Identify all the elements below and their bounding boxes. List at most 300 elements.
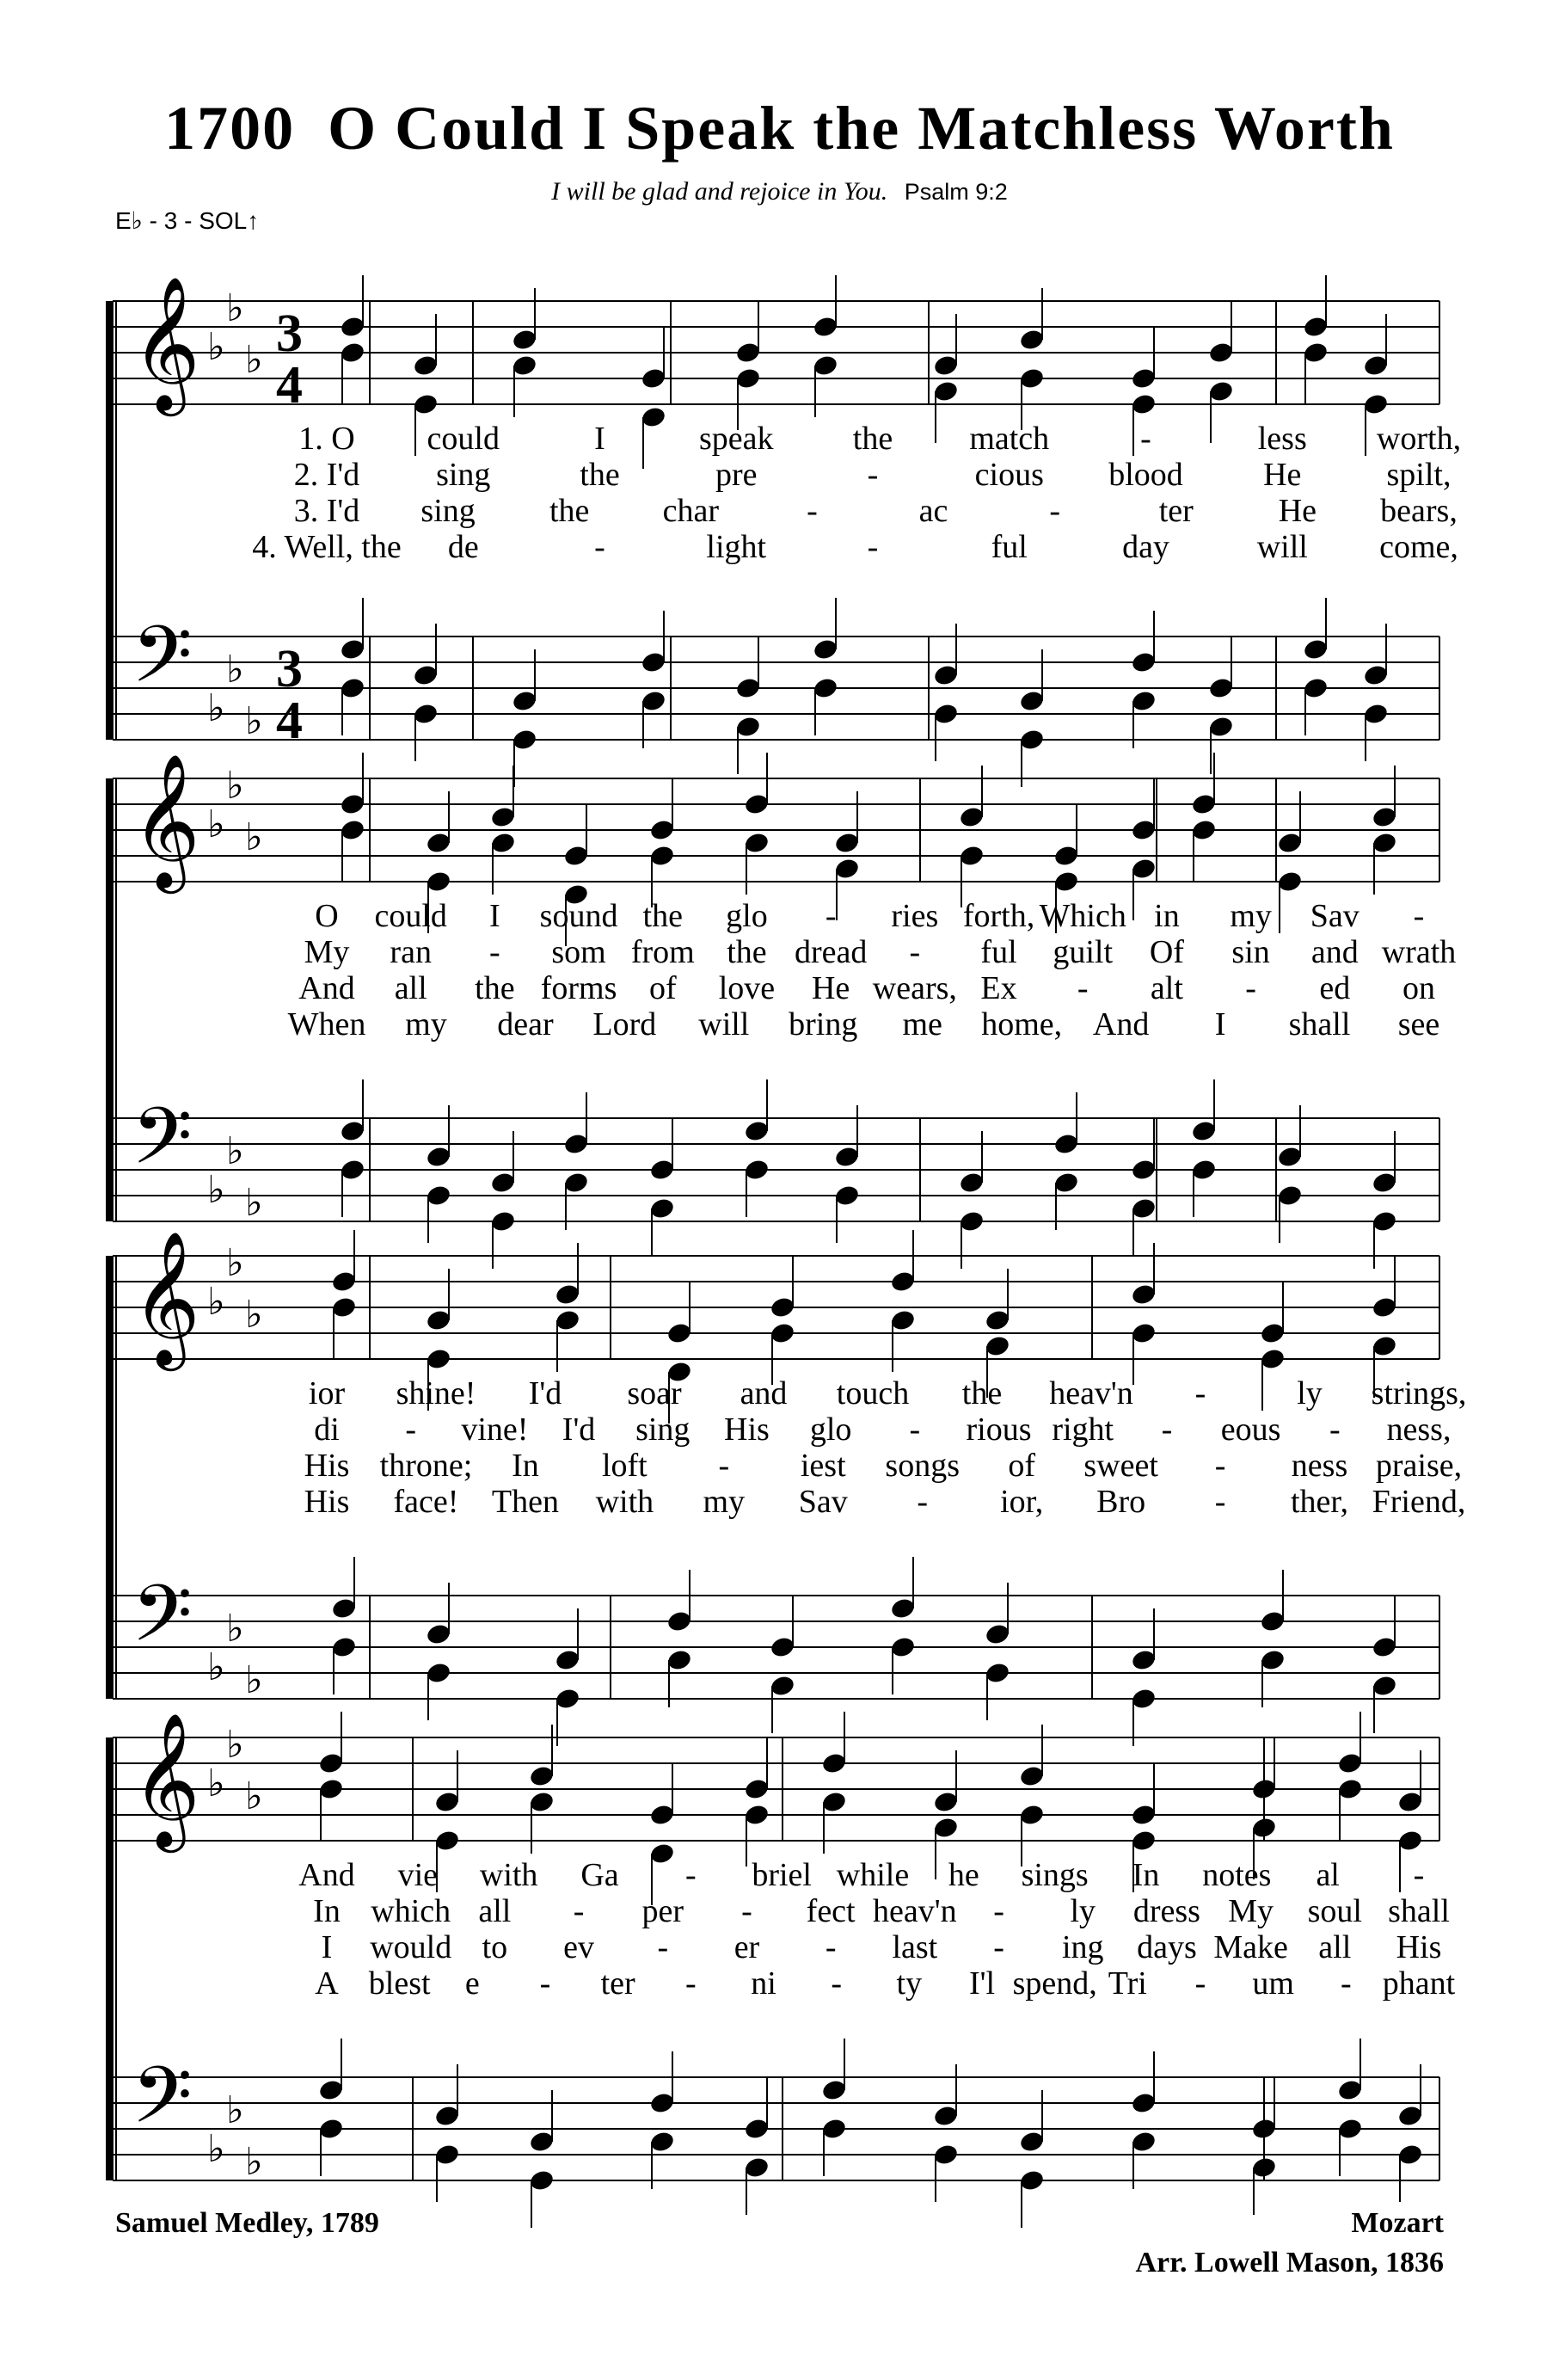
- lyric-syllable: ter: [1158, 493, 1194, 529]
- lyric-syllable: Make: [1213, 1929, 1288, 1965]
- lyric-syllable: er: [733, 1929, 760, 1965]
- lyric-syllable: -: [825, 1929, 837, 1965]
- notehead: [932, 1790, 959, 1814]
- notehead: [1276, 870, 1303, 894]
- notehead: [1336, 2117, 1363, 2141]
- lyric-syllable: -: [807, 493, 818, 529]
- notehead: [833, 857, 860, 881]
- lyric-syllable: I: [321, 1929, 333, 1965]
- notehead: [820, 2117, 847, 2141]
- flat-icon: ♭: [226, 1129, 244, 1173]
- lyric-syllable: -: [993, 1929, 1004, 1965]
- lyric-syllable: briel: [752, 1857, 812, 1893]
- notehead: [648, 818, 675, 842]
- flat-icon: ♭: [226, 286, 244, 330]
- notehead: [1053, 1132, 1079, 1156]
- notehead: [562, 1171, 589, 1195]
- notehead: [1250, 1777, 1277, 1801]
- notehead: [330, 1596, 357, 1620]
- notehead: [743, 792, 770, 816]
- flat-icon: ♭: [245, 2140, 263, 2184]
- lyric-syllable: the: [852, 421, 893, 457]
- notehead: [339, 341, 365, 365]
- lyric-syllable: -: [1194, 1965, 1206, 2002]
- lyric-syllable: His: [304, 1448, 350, 1484]
- bass-clef-icon: 𝄢: [132, 2050, 193, 2160]
- lyric-syllable: um: [1252, 1965, 1294, 2002]
- notehead: [1130, 689, 1157, 713]
- notehead: [889, 1308, 916, 1332]
- lyric-syllable: 2. I'd: [293, 457, 360, 493]
- notehead: [666, 1609, 692, 1633]
- notehead: [648, 2130, 675, 2154]
- lyric-syllable: dress: [1132, 1893, 1200, 1929]
- lyric-syllable: will: [1256, 529, 1308, 565]
- lyric-syllable: could: [427, 421, 500, 457]
- time-signature-bottom: 4: [276, 356, 303, 415]
- notehead: [820, 1751, 847, 1775]
- lyric-syllable: forms: [540, 970, 617, 1006]
- notehead: [889, 1596, 916, 1620]
- lyric-syllable: face!: [393, 1484, 459, 1520]
- lyric-syllable: ly: [1297, 1375, 1323, 1411]
- notehead: [1336, 2078, 1363, 2102]
- lyric-syllable: -: [909, 1411, 921, 1448]
- lyric-syllable: -: [685, 1965, 697, 2002]
- notehead: [1362, 702, 1389, 726]
- lyric-syllable: alt: [1150, 970, 1183, 1006]
- lyric-syllable: right: [1052, 1411, 1114, 1448]
- lyric-syllable: worth,: [1376, 421, 1462, 457]
- notehead: [932, 379, 959, 403]
- lyric-syllable: -: [1214, 1484, 1226, 1520]
- notehead: [648, 1196, 675, 1221]
- lyric-syllable: -: [685, 1857, 697, 1893]
- notehead: [1302, 676, 1329, 700]
- notehead: [932, 663, 959, 687]
- notehead: [1130, 1282, 1157, 1307]
- notehead: [339, 818, 365, 842]
- notehead: [433, 2104, 460, 2128]
- lyric-syllable: 3. I'd: [293, 493, 360, 529]
- lyric-syllable: ty: [896, 1965, 923, 2002]
- flat-icon: ♭: [226, 1607, 244, 1651]
- notehead: [1276, 1145, 1303, 1169]
- notehead: [640, 366, 666, 391]
- treble-clef-icon: 𝄞: [132, 1230, 200, 1365]
- lyric-syllable: ran: [390, 934, 432, 970]
- notehead: [640, 689, 666, 713]
- notehead: [932, 2143, 959, 2167]
- lyric-syllable: bears,: [1380, 493, 1458, 529]
- treble-clef-icon: 𝄞: [132, 753, 200, 888]
- lyric-line: [0, 421, 1559, 456]
- notehead: [984, 1661, 1010, 1685]
- lyric-syllable: -: [867, 529, 879, 565]
- lyric-syllable: -: [1161, 1411, 1173, 1448]
- lyric-syllable: His: [1396, 1929, 1442, 1965]
- notehead: [1276, 1184, 1303, 1208]
- lyric-syllable: -: [1049, 493, 1060, 529]
- lyric-syllable: of: [1008, 1448, 1035, 1484]
- notehead: [1396, 1790, 1423, 1814]
- lyric-syllable: And: [298, 970, 355, 1006]
- notehead: [1018, 1803, 1045, 1827]
- flat-icon: ♭: [226, 1723, 244, 1767]
- lyric-syllable: -: [1413, 1857, 1425, 1893]
- lyric-line: [0, 899, 1559, 933]
- notehead: [1371, 1209, 1397, 1233]
- lyric-syllable: -: [718, 1448, 730, 1484]
- flat-icon: ♭: [207, 686, 225, 730]
- lyric-syllable: which: [371, 1893, 451, 1929]
- notehead: [734, 341, 761, 365]
- notehead: [1336, 1777, 1363, 1801]
- flat-icon: ♭: [226, 2088, 244, 2132]
- lyric-line: [0, 458, 1559, 492]
- notehead: [425, 1145, 451, 1169]
- lyric-syllable: shall: [1288, 1006, 1351, 1042]
- lyric-syllable: O: [315, 898, 339, 934]
- notehead: [833, 1184, 860, 1208]
- bass-clef-icon: 𝄢: [132, 1568, 193, 1678]
- lyric-syllable: -: [1245, 970, 1256, 1006]
- notehead: [1207, 379, 1234, 403]
- flat-icon: ♭: [207, 803, 225, 846]
- notehead: [511, 354, 537, 378]
- lyric-syllable: in: [1154, 898, 1180, 934]
- lyric-syllable: I'd: [562, 1411, 596, 1448]
- notehead: [1250, 1816, 1277, 1840]
- notehead: [812, 354, 838, 378]
- notehead: [833, 1145, 860, 1169]
- words-credit: Samuel Medley, 1789: [115, 2207, 379, 2239]
- notehead: [958, 1171, 985, 1195]
- flat-icon: ♭: [207, 1645, 225, 1689]
- notehead: [1362, 354, 1389, 378]
- notehead: [489, 1171, 516, 1195]
- lyric-syllable: fect: [806, 1893, 856, 1929]
- lyric-syllable: loft: [601, 1448, 648, 1484]
- lyric-syllable: see: [1397, 1006, 1440, 1042]
- lyric-syllable: spilt,: [1386, 457, 1452, 493]
- lyric-syllable: char: [662, 493, 720, 529]
- notehead: [1371, 1334, 1397, 1358]
- lyric-syllable: I'd: [528, 1375, 562, 1411]
- notehead: [984, 1622, 1010, 1646]
- notehead: [1302, 315, 1329, 339]
- lyric-syllable: ior: [308, 1375, 346, 1411]
- lyric-syllable: -: [993, 1893, 1004, 1929]
- lyric-syllable: Which: [1039, 898, 1126, 934]
- notehead: [562, 1132, 589, 1156]
- lyric-syllable: -: [1413, 898, 1425, 934]
- notehead: [1371, 805, 1397, 829]
- notehead: [1130, 2091, 1157, 2115]
- flat-icon: ♭: [226, 1241, 244, 1285]
- lyric-syllable: last: [892, 1929, 938, 1965]
- tune-credit: Mozart: [1351, 2207, 1444, 2239]
- lyric-syllable: Ga: [580, 1857, 619, 1893]
- lyric-syllable: wrath: [1381, 934, 1457, 970]
- lyric-syllable: Bro: [1096, 1484, 1146, 1520]
- notehead: [339, 792, 365, 816]
- notehead: [330, 1635, 357, 1659]
- notehead: [339, 1119, 365, 1143]
- lyric-line: [0, 1858, 1559, 1892]
- lyric-line: [0, 1894, 1559, 1928]
- notehead: [433, 1829, 460, 1853]
- lyric-syllable: His: [304, 1484, 350, 1520]
- lyric-syllable: shall: [1388, 1893, 1450, 1929]
- lyric-syllable: will: [698, 1006, 750, 1042]
- key-info: E♭ - 3 - SOL↑: [115, 207, 260, 234]
- notehead: [833, 831, 860, 855]
- notehead: [528, 1764, 555, 1788]
- notehead: [511, 689, 537, 713]
- lyric-line: [0, 1930, 1559, 1965]
- notehead: [528, 1790, 555, 1814]
- flat-icon: ♭: [245, 699, 263, 743]
- notehead: [330, 1295, 357, 1319]
- notehead: [743, 1158, 770, 1182]
- notehead: [562, 844, 589, 868]
- lyric-syllable: ni: [751, 1965, 776, 2002]
- lyric-syllable: of: [648, 970, 677, 1006]
- lyric-line: [0, 935, 1559, 969]
- scripture-reference: Psalm 9:2: [904, 179, 1008, 205]
- lyric-syllable: songs: [885, 1448, 961, 1484]
- lyric-syllable: me: [902, 1006, 942, 1042]
- treble-clef-icon: 𝄞: [132, 275, 200, 410]
- lyric-syllable: vie: [397, 1857, 439, 1893]
- lyric-syllable: to: [482, 1929, 508, 1965]
- lyric-syllable: A: [315, 1965, 339, 2002]
- notehead: [489, 1209, 516, 1233]
- lyric-line: [0, 1448, 1559, 1483]
- lyric-line: [0, 494, 1559, 528]
- notehead: [1302, 637, 1329, 661]
- notehead: [743, 2117, 770, 2141]
- notehead: [1362, 392, 1389, 416]
- lyric-syllable: dread: [794, 934, 868, 970]
- flat-icon: ♭: [245, 338, 263, 382]
- notehead: [1250, 2156, 1277, 2180]
- time-signature-top: 3: [276, 304, 303, 363]
- lyric-syllable: de: [447, 529, 479, 565]
- lyric-syllable: sin: [1231, 934, 1270, 970]
- lyric-syllable: -: [657, 1929, 669, 1965]
- lyric-syllable: would: [370, 1929, 452, 1965]
- notehead: [412, 663, 439, 687]
- lyric-syllable: I: [1214, 1006, 1226, 1042]
- lyric-syllable: sing: [436, 457, 491, 493]
- flat-icon: ♭: [226, 648, 244, 692]
- notehead: [812, 315, 838, 339]
- notehead: [339, 1158, 365, 1182]
- lyric-syllable: while: [836, 1857, 910, 1893]
- notehead: [1371, 1674, 1397, 1698]
- notehead: [511, 328, 537, 352]
- lyric-syllable: ev: [563, 1929, 594, 1965]
- lyric-syllable: shine!: [396, 1375, 476, 1411]
- notehead: [1130, 1321, 1157, 1345]
- lyric-syllable: the: [475, 970, 515, 1006]
- lyric-syllable: som: [551, 934, 606, 970]
- lyric-syllable: I: [489, 898, 500, 934]
- lyric-syllable: In: [313, 1893, 341, 1929]
- notehead: [743, 831, 770, 855]
- notehead: [1053, 1171, 1079, 1195]
- notehead: [743, 1803, 770, 1827]
- notehead: [1396, 2104, 1423, 2128]
- notehead: [1190, 818, 1217, 842]
- notehead: [1302, 341, 1329, 365]
- lyric-syllable: And: [1092, 1006, 1150, 1042]
- flat-icon: ♭: [245, 1181, 263, 1225]
- lyric-syllable: love: [718, 970, 776, 1006]
- notehead: [648, 1803, 675, 1827]
- lyric-syllable: throne;: [379, 1448, 473, 1484]
- lyric-line: [0, 1485, 1559, 1519]
- notehead: [666, 1321, 692, 1345]
- lyric-syllable: guilt: [1053, 934, 1114, 970]
- lyric-syllable: -: [825, 898, 837, 934]
- lyric-line: [0, 530, 1559, 564]
- flat-icon: ♭: [207, 2127, 225, 2171]
- lyric-syllable: glo: [726, 898, 768, 934]
- lyric-syllable: home,: [981, 1006, 1063, 1042]
- notehead: [648, 2091, 675, 2115]
- notehead: [1362, 663, 1389, 687]
- lyric-line: [0, 971, 1559, 1006]
- notehead: [528, 2130, 555, 2154]
- notehead: [1396, 2143, 1423, 2167]
- lyric-syllable: rious: [966, 1411, 1032, 1448]
- notehead: [1190, 1119, 1217, 1143]
- lyric-syllable: Tri: [1108, 1965, 1147, 2002]
- lyric-syllable: ac: [918, 493, 948, 529]
- notehead: [1018, 366, 1045, 391]
- notehead: [412, 354, 439, 378]
- notehead: [812, 676, 838, 700]
- notehead: [932, 2104, 959, 2128]
- notehead: [932, 1816, 959, 1840]
- lyric-syllable: days: [1137, 1929, 1197, 1965]
- notehead: [1259, 1609, 1286, 1633]
- notehead: [1207, 676, 1234, 700]
- notehead: [769, 1295, 795, 1319]
- lyric-syllable: ness: [1291, 1448, 1348, 1484]
- lyric-syllable: ful: [991, 529, 1028, 565]
- notehead: [489, 805, 516, 829]
- notehead: [1130, 818, 1157, 842]
- notehead: [425, 1661, 451, 1685]
- lyric-syllable: -: [539, 1965, 551, 2002]
- lyric-syllable: ly: [1070, 1893, 1096, 1929]
- notehead: [1130, 1196, 1157, 1221]
- notehead: [1130, 1158, 1157, 1182]
- lyric-syllable: -: [1341, 1965, 1352, 2002]
- notehead: [1018, 689, 1045, 713]
- notehead: [1018, 728, 1045, 752]
- lyric-syllable: and: [1310, 934, 1359, 970]
- lyric-syllable: pre: [715, 457, 758, 493]
- lyric-syllable: come,: [1379, 529, 1458, 565]
- lyric-syllable: e: [464, 1965, 480, 2002]
- lyric-syllable: the: [961, 1375, 1003, 1411]
- hymn-title-text: O Could I Speak the Matchless Worth: [328, 94, 1395, 163]
- lyric-syllable: I: [594, 421, 605, 457]
- lyric-syllable: the: [580, 457, 620, 493]
- notehead: [339, 315, 365, 339]
- lyric-syllable: He: [1278, 493, 1317, 529]
- notehead: [932, 354, 959, 378]
- lyric-syllable: blood: [1108, 457, 1183, 493]
- lyric-syllable: soar: [627, 1375, 682, 1411]
- notehead: [769, 1674, 795, 1698]
- lyric-syllable: sing: [635, 1411, 691, 1448]
- lyric-syllable: with: [595, 1484, 654, 1520]
- notehead: [425, 831, 451, 855]
- flat-icon: ♭: [207, 1280, 225, 1324]
- flat-icon: ♭: [245, 815, 263, 859]
- lyric-syllable: speak: [698, 421, 774, 457]
- lyric-syllable: -: [1194, 1375, 1206, 1411]
- lyric-syllable: Of: [1149, 934, 1184, 970]
- lyric-syllable: eous: [1220, 1411, 1281, 1448]
- notehead: [339, 637, 365, 661]
- lyric-syllable: sing: [420, 493, 476, 529]
- notehead: [648, 1158, 675, 1182]
- lyric-syllable: on: [1402, 970, 1435, 1006]
- notehead: [317, 2117, 344, 2141]
- lyric-syllable: 4. Well, the: [252, 529, 402, 565]
- notehead: [1053, 844, 1079, 868]
- flat-icon: ♭: [207, 1168, 225, 1212]
- notehead: [1259, 1648, 1286, 1672]
- lyric-syllable: and: [740, 1375, 788, 1411]
- flat-icon: ♭: [245, 1293, 263, 1337]
- notehead: [1130, 1829, 1157, 1853]
- notehead: [412, 702, 439, 726]
- notehead: [1371, 1295, 1397, 1319]
- flat-icon: ♭: [207, 1762, 225, 1805]
- lyric-syllable: -: [831, 1965, 842, 2002]
- lyric-syllable: -: [1077, 970, 1089, 1006]
- notehead: [769, 1635, 795, 1659]
- lyric-syllable: He: [811, 970, 850, 1006]
- lyric-syllable: I'l: [968, 1965, 996, 2002]
- notehead: [425, 1622, 451, 1646]
- lyric-syllable: wears,: [872, 970, 957, 1006]
- treble-clef-icon: 𝄞: [132, 1712, 200, 1847]
- lyric-syllable: In: [1132, 1857, 1160, 1893]
- arrangement-credit: Arr. Lowell Mason, 1836: [1135, 2247, 1444, 2279]
- time-signature-bottom: 4: [276, 692, 303, 750]
- notehead: [1207, 715, 1234, 739]
- lyric-line: [0, 1376, 1559, 1411]
- notehead: [554, 1687, 580, 1711]
- lyric-syllable: with: [479, 1857, 538, 1893]
- notehead: [1130, 857, 1157, 881]
- notehead: [958, 844, 985, 868]
- lyric-syllable: -: [867, 457, 879, 493]
- notehead: [1259, 1347, 1286, 1371]
- notehead: [1130, 392, 1157, 416]
- notehead: [1018, 328, 1045, 352]
- notehead: [984, 1308, 1010, 1332]
